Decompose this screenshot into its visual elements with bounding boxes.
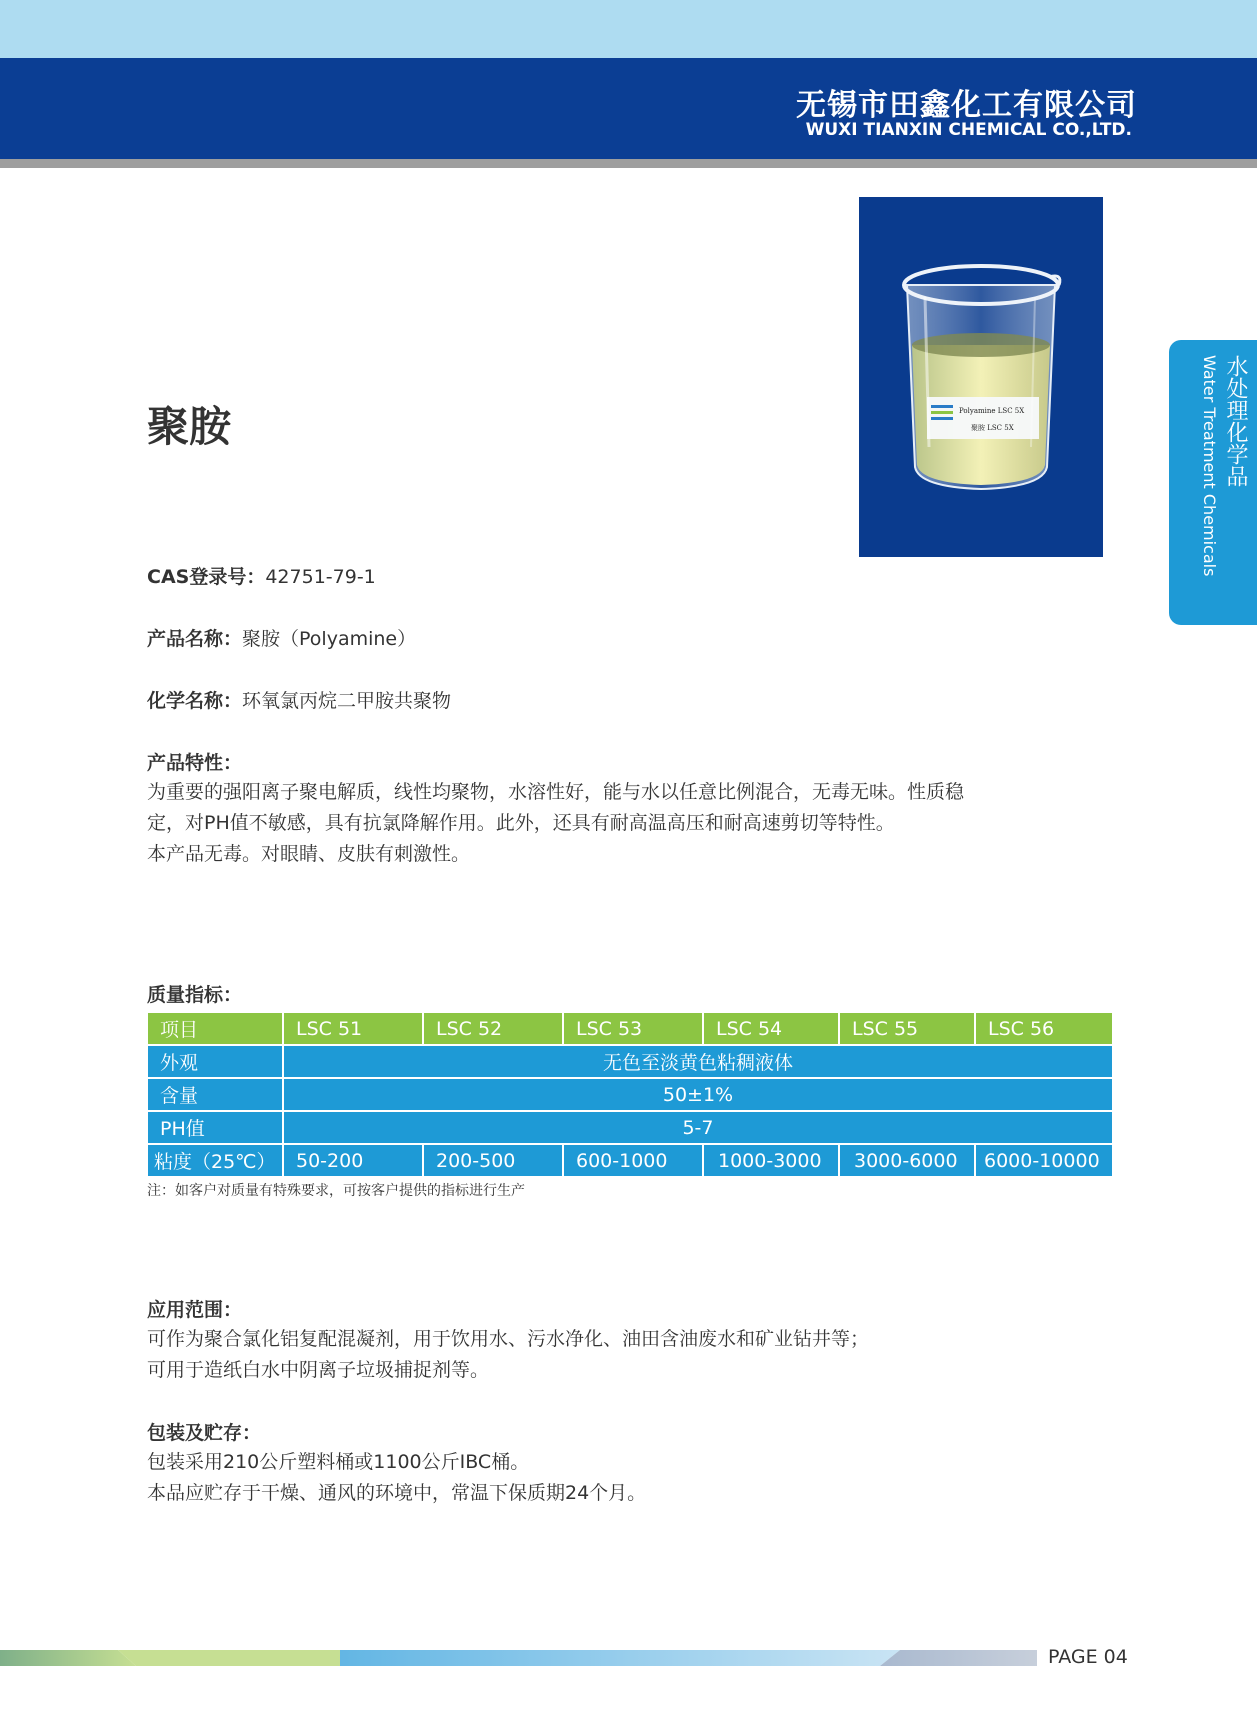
table-row: [147, 1078, 1113, 1111]
application-line: 可用于造纸白水中阴离子垃圾捕捉剂等。: [147, 1359, 490, 1381]
features-title: 产品特性：: [147, 752, 243, 774]
application-paragraph: [147, 1324, 1127, 1386]
company-name-en: WUXI TIANXIN CHEMICAL CO.,LTD.: [805, 120, 1132, 140]
cas-label: CAS登录号：: [147, 566, 266, 588]
product-name-value: 聚胺（Polyamine）: [242, 628, 417, 650]
viscosity-cell: 50-200: [283, 1144, 423, 1177]
cas-value: 42751-79-1: [265, 566, 376, 588]
company-name-cn: 无锡市田鑫化工有限公司: [796, 88, 1137, 123]
packaging-title: 包装及贮存：: [147, 1422, 262, 1444]
viscosity-cell: 600-1000: [563, 1144, 703, 1177]
table-header-cell: LSC 52: [423, 1012, 563, 1045]
features-line: 本产品无毒。对眼睛、皮肤有刺激性。: [147, 843, 471, 865]
beaker-image: [859, 197, 1103, 557]
table-row: [147, 1045, 1113, 1078]
content-value: 50±1%: [283, 1078, 1113, 1111]
side-category-cn: 水处理化学品: [1223, 355, 1248, 487]
packaging-line: 本品应贮存于干燥、通风的环境中，常温下保质期24个月。: [147, 1482, 647, 1504]
photo-label-cn: 聚胺 LSC 5X: [971, 424, 1014, 432]
table-row: [147, 1111, 1113, 1144]
table-header-cell: 项目: [147, 1012, 283, 1045]
table-header-cell: LSC 53: [563, 1012, 703, 1045]
chemical-name-label: 化学名称：: [147, 690, 243, 712]
header-top-strip: [0, 0, 1257, 58]
product-name-field: [147, 624, 416, 651]
viscosity-cell: 1000-3000: [703, 1144, 839, 1177]
chemical-name-field: [147, 686, 451, 713]
row-label-content: 含量: [147, 1078, 283, 1111]
viscosity-cell: 3000-6000: [839, 1144, 975, 1177]
photo-label-en: Polyamine LSC 5X: [959, 407, 1025, 415]
packaging-line: 包装采用210公斤塑料桶或1100公斤IBC桶。: [147, 1451, 530, 1473]
quality-spec-table: [146, 1011, 1114, 1178]
table-header-cell: LSC 51: [283, 1012, 423, 1045]
side-category-text: [1178, 355, 1248, 615]
product-photo: [859, 197, 1103, 557]
features-paragraph: [147, 777, 1127, 870]
footer-decorative-bar: [0, 1650, 1037, 1666]
appearance-value: 无色至淡黄色粘稠液体: [283, 1045, 1113, 1078]
viscosity-cell: 6000-10000: [975, 1144, 1113, 1177]
header-divider: [0, 159, 1257, 168]
table-header-cell: LSC 55: [839, 1012, 975, 1045]
cas-field: [147, 562, 376, 589]
ph-value: 5-7: [283, 1111, 1113, 1144]
row-label-ph: PH值: [147, 1111, 283, 1144]
table-header-cell: LSC 56: [975, 1012, 1113, 1045]
product-title: 聚胺: [147, 402, 232, 451]
row-label-viscosity: 粘度（25℃）: [147, 1144, 283, 1177]
row-label-appearance: 外观: [147, 1045, 283, 1078]
viscosity-cell: 200-500: [423, 1144, 563, 1177]
features-line: 为重要的强阳离子聚电解质，线性均聚物，水溶性好，能与水以任意比例混合，无毒无味。性质稳: [147, 781, 965, 803]
packaging-paragraph: [147, 1447, 1127, 1509]
product-name-label: 产品名称：: [147, 628, 243, 650]
table-row: [147, 1144, 1113, 1177]
table-header-row: [147, 1012, 1113, 1045]
quality-note: 注：如客户对质量有特殊要求，可按客户提供的指标进行生产: [147, 1183, 525, 1199]
table-header-cell: LSC 54: [703, 1012, 839, 1045]
features-line: 定，对PH值不敏感，具有抗氯降解作用。此外，还具有耐高温高压和耐高速剪切等特性。: [147, 812, 895, 834]
side-category-en: Water Treatment Chemicals: [1200, 355, 1219, 577]
quality-title: 质量指标：: [147, 984, 243, 1006]
chemical-name-value: 环氧氯丙烷二甲胺共聚物: [242, 690, 452, 712]
page-number: PAGE 04: [1048, 1646, 1128, 1668]
application-line: 可作为聚合氯化铝复配混凝剂，用于饮用水、污水净化、油田含油废水和矿业钻井等；: [147, 1328, 870, 1350]
application-title: 应用范围：: [147, 1299, 243, 1321]
